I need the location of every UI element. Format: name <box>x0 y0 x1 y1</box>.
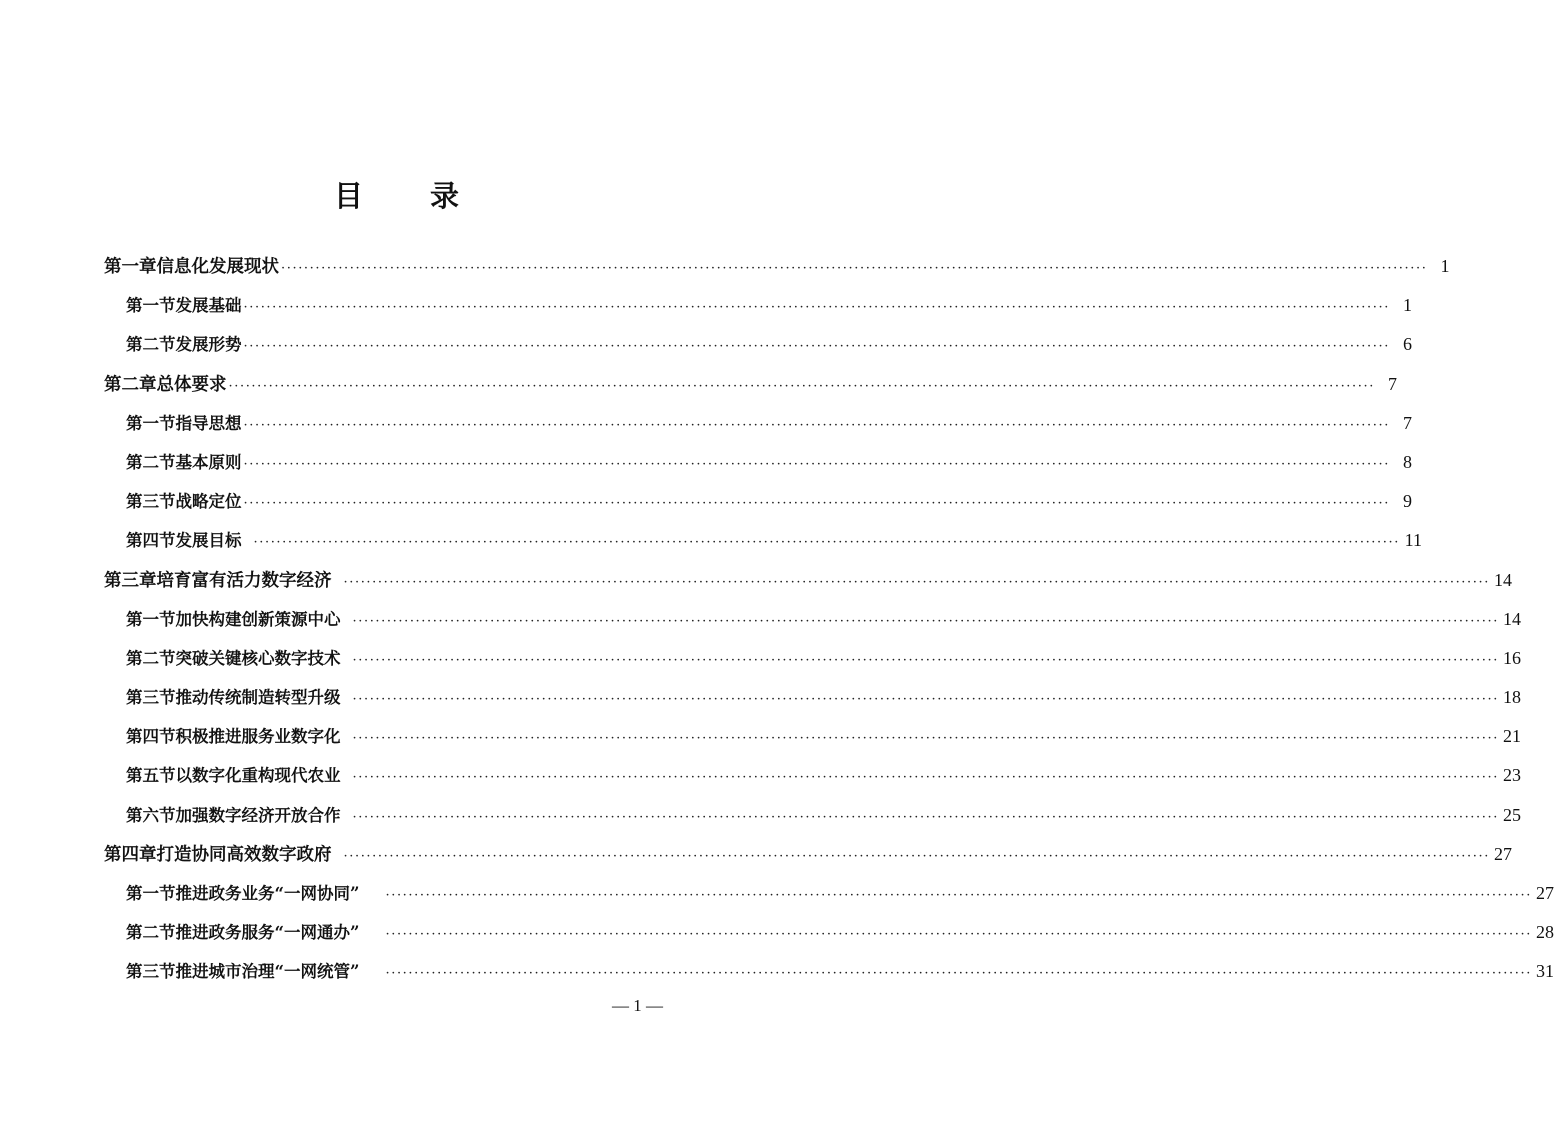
toc-leader-dots: ········································································································································································································ <box>352 652 1499 668</box>
toc-entry-page: 11 <box>1404 530 1422 551</box>
toc-entry-title: 推进政务服务“一网通办” <box>175 923 360 943</box>
toc-entry-number: 第一节 <box>126 884 176 903</box>
toc-leader-dots: ········································································································································································································ <box>385 888 1532 903</box>
toc-entry-section[interactable] <box>104 404 1412 443</box>
toc-entry-page: 27 <box>1493 843 1512 864</box>
toc-entry-title: 积极推进服务业数字化 <box>175 727 341 747</box>
toc-leader-dots: ········································································································································································································ <box>352 731 1499 747</box>
toc-entry-chapter-1[interactable] <box>104 247 1450 286</box>
toc-entry-title: 以数字化重构现代农业 <box>175 766 341 786</box>
toc-entry-section[interactable] <box>104 286 1412 325</box>
toc-entry-title: 推进城市治理“一网统管” <box>175 962 360 982</box>
toc-entry-section[interactable] <box>104 796 1521 835</box>
toc-entry-section[interactable] <box>104 600 1521 639</box>
toc-entry-title: 加快构建创新策源中心 <box>175 609 341 629</box>
toc-leader-dots: ········································································································································································································ <box>281 261 1428 276</box>
toc-entry-page: 14 <box>1493 569 1512 590</box>
toc-leader-dots: ········································································································································································································ <box>243 456 1390 472</box>
toc-entry-number: 第五节 <box>126 766 176 786</box>
toc-leader-dots: ········································································································································································································ <box>352 809 1499 825</box>
toc-entry-chapter-2[interactable] <box>104 365 1397 404</box>
toc-leader-dots: ········································································································································································································ <box>352 692 1499 708</box>
toc-leader-dots: ········································································································································································································ <box>243 496 1390 512</box>
toc-entry-page: 8 <box>1402 451 1412 472</box>
toc-entry-number: 第一节 <box>126 413 176 433</box>
toc-entry-number: 第一章 <box>104 257 157 277</box>
toc-leader-dots: ········································································································································································································ <box>243 300 1390 316</box>
toc-leader-dots: ········································································································································································································ <box>228 378 1375 394</box>
toc-entry-title: 加强数字经济开放合作 <box>175 805 341 825</box>
toc-entry-section[interactable] <box>104 678 1521 717</box>
toc-entry-title: 总体要求 <box>156 374 227 395</box>
toc-leader-dots: ········································································································································································································ <box>385 927 1532 943</box>
toc-entry-section[interactable] <box>104 717 1521 756</box>
toc-entry-chapter-3[interactable] <box>104 561 1512 600</box>
page-title-char-2: 录 <box>429 179 459 213</box>
toc-entry-title: 指导思想 <box>175 413 242 433</box>
toc-leader-dots: ········································································································································································································ <box>243 339 1390 355</box>
toc-entry-title: 发展形势 <box>175 335 242 355</box>
toc-entry-page: 1 <box>1402 295 1412 316</box>
toc-entry-section[interactable] <box>104 913 1554 952</box>
toc-entry-number: 第四节 <box>126 531 176 551</box>
toc-entry-title: 推动传统制造转型升级 <box>175 688 341 708</box>
toc-entry-page: 27 <box>1535 883 1554 903</box>
toc-entry-title: 推进政务业务“一网协同” <box>175 884 360 903</box>
toc-entry-number: 第二节 <box>126 335 176 355</box>
toc-entry-section[interactable] <box>104 639 1521 678</box>
toc-entry-title: 打造协同高效数字政府 <box>156 844 332 865</box>
toc-entry-number: 第二节 <box>126 648 176 668</box>
toc-entry-title: 信息化发展现状 <box>156 257 279 277</box>
toc-entry-page: 7 <box>1387 373 1397 394</box>
toc-entry-page: 6 <box>1402 334 1412 355</box>
toc-entry-page: 28 <box>1535 922 1554 943</box>
toc-leader-dots: ········································································································································································································ <box>253 535 1400 551</box>
toc-entry-section[interactable] <box>104 521 1422 560</box>
toc-leader-dots: ········································································································································································································ <box>352 770 1499 786</box>
toc-entry-page: 14 <box>1502 608 1521 629</box>
toc-entry-section[interactable] <box>104 952 1554 991</box>
toc-entry-number: 第四章 <box>104 844 157 865</box>
toc-entry-title: 战略定位 <box>175 492 242 512</box>
toc-entry-chapter-4[interactable] <box>104 835 1512 874</box>
toc-entry-number: 第二章 <box>104 374 157 395</box>
toc-entry-title: 基本原则 <box>175 452 242 472</box>
toc-leader-dots: ········································································································································································································ <box>243 417 1390 433</box>
toc-entry-page: 1 <box>1440 256 1450 276</box>
page-title-char-1: 目 <box>333 179 363 213</box>
toc-entry-number: 第一节 <box>126 296 176 316</box>
toc-entry-section[interactable] <box>104 482 1412 521</box>
toc-entry-title: 发展基础 <box>175 296 242 316</box>
page-number-footer: — 1 — <box>612 996 663 1015</box>
toc-entry-page: 23 <box>1502 765 1521 786</box>
toc-entry-section[interactable] <box>104 756 1521 795</box>
toc-entry-section[interactable] <box>104 443 1412 482</box>
toc-entry-number: 第四节 <box>126 727 176 747</box>
toc-entry-number: 第三节 <box>126 492 176 512</box>
toc-entry-section[interactable] <box>104 325 1412 364</box>
toc-leader-dots: ········································································································································································································ <box>385 966 1532 982</box>
toc-entry-page: 25 <box>1502 804 1521 825</box>
toc-entry-page: 16 <box>1502 647 1521 668</box>
toc-entry-title: 突破关键核心数字技术 <box>175 648 341 668</box>
toc-entry-number: 第三节 <box>126 688 176 708</box>
toc-entry-number: 第三章 <box>104 570 157 591</box>
toc-entry-number: 第一节 <box>126 609 176 629</box>
toc-entry-page: 31 <box>1535 961 1554 982</box>
toc-entry-title: 发展目标 <box>175 531 242 551</box>
toc-entry-page: 18 <box>1502 687 1521 708</box>
toc-entry-section[interactable] <box>104 874 1554 913</box>
toc-entry-page: 21 <box>1502 726 1521 747</box>
toc-entry-page: 7 <box>1402 412 1412 433</box>
toc-leader-dots: ········································································································································································································ <box>343 848 1490 864</box>
toc-entry-number: 第二节 <box>126 923 176 943</box>
toc-entry-page: 9 <box>1402 491 1412 512</box>
toc-leader-dots: ········································································································································································································ <box>343 574 1490 590</box>
toc-entry-number: 第三节 <box>126 962 176 982</box>
toc-entry-number: 第二节 <box>126 452 176 472</box>
toc-entry-title: 培育富有活力数字经济 <box>156 570 332 591</box>
table-of-contents <box>104 247 1554 992</box>
page-title <box>0 178 793 214</box>
toc-entry-number: 第六节 <box>126 805 176 825</box>
toc-leader-dots: ········································································································································································································ <box>352 613 1499 629</box>
